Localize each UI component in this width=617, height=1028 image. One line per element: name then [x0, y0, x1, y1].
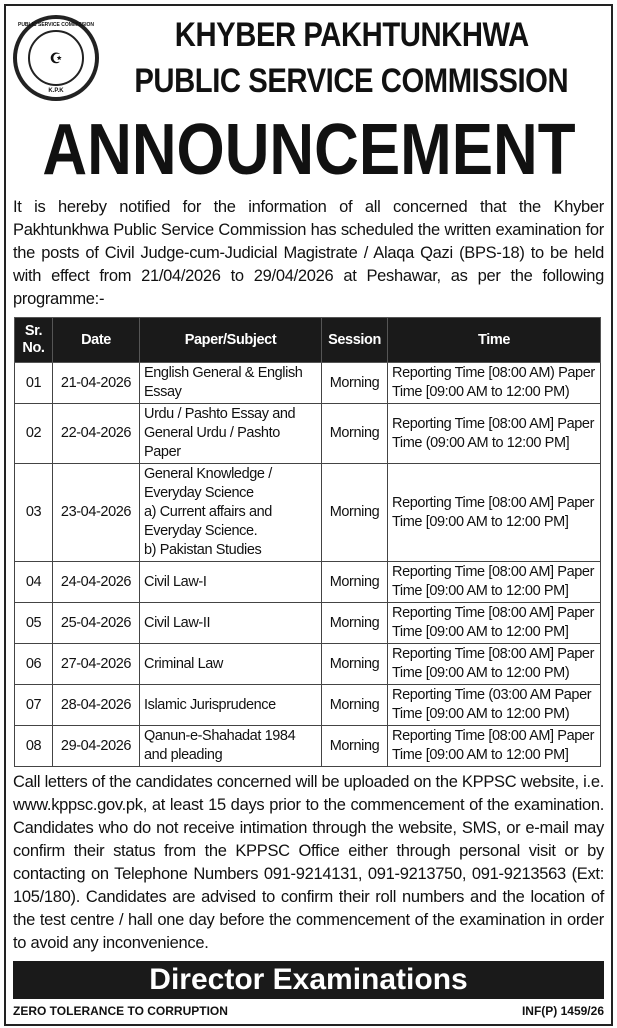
cell-sr: 08	[15, 726, 53, 767]
intro-paragraph: It is hereby notified for the information of all concerned that the Khyber Pakhtunkhwa Public Service Commission has scheduled the written examination for the posts of Civil Judge-cum-Judicial Magistrate / Alaqa Qazi (BPS-18) to be held with effect from 21/04/2026 to 29/04/2026 at Peshawar, as per the following programme:-	[13, 198, 604, 308]
cell-date: 28-04-2026	[53, 685, 140, 726]
col-header-session: Session	[322, 318, 388, 363]
cell-date: 29-04-2026	[53, 726, 140, 767]
col-header-date: Date	[53, 318, 140, 363]
cell-paper: Qanun-e-Shahadat 1984 and pleading	[140, 726, 322, 767]
org-title-line2: PUBLIC SERVICE COMMISSION	[134, 61, 569, 100]
announcement-heading: ANNOUNCEMENT	[41, 110, 576, 190]
org-title	[99, 12, 604, 104]
cell-sr: 01	[15, 363, 53, 404]
cell-date: 22-04-2026	[53, 404, 140, 464]
cell-sr: 03	[15, 464, 53, 562]
ad-reference: INF(P) 1459/26	[521, 1004, 604, 1018]
cell-time: Reporting Time [08:00 AM] Paper Time [09:00 AM to 12:00 PM]	[388, 562, 601, 603]
footer-bar	[13, 1004, 604, 1018]
instructions-paragraph: Call letters of the candidates concerned will be uploaded on the KPPSC website, i.e. www.kppsc.gov.pk, at least 15 days prior to the commencement of the examination. Candidates who do not receive intimation through the website, SMS, or e-mail may confirm their status from the KPPSC Office either through personal visit or by contacting on Telephone Numbers 091-9214131, 091-9213750, 091-9213563 (Ext: 105/180). Candidates are advised to confirm their roll numbers and the location of the test centre / hall one day before the commencement of the examination in order to avoid any inconvenience.	[13, 773, 604, 952]
table-row	[15, 363, 601, 404]
logo-emblem-icon: ☪	[28, 30, 84, 86]
cell-paper: Civil Law-I	[140, 562, 322, 603]
cell-date: 25-04-2026	[53, 603, 140, 644]
cell-sr: 02	[15, 404, 53, 464]
cell-session: Morning	[322, 726, 388, 767]
cell-paper: General Knowledge / Everyday Science a) Current affairs and Everyday Science. b) Pakistan Studies	[140, 464, 322, 562]
cell-time: Reporting Time [08:00 AM] Paper Time [09:00 AM to 12:00 PM]	[388, 603, 601, 644]
table-row	[15, 644, 601, 685]
logo-text: PUBLIC SERVICE COMMISSION	[17, 22, 95, 28]
col-header-paper: Paper/Subject	[140, 318, 322, 363]
cell-session: Morning	[322, 562, 388, 603]
kppsc-logo	[13, 15, 99, 101]
table-row	[15, 464, 601, 562]
ad-border	[4, 4, 613, 1026]
slogan: ZERO TOLERANCE TO CORRUPTION	[13, 1004, 228, 1018]
cell-time: Reporting Time (03:00 AM Paper Time [09:00 AM to 12:00 PM)	[388, 685, 601, 726]
header	[13, 10, 604, 106]
logo-sub: K.P.K	[48, 88, 64, 94]
table-row	[15, 685, 601, 726]
col-header-time: Time	[388, 318, 601, 363]
cell-session: Morning	[322, 685, 388, 726]
cell-sr: 07	[15, 685, 53, 726]
cell-paper: Islamic Jurisprudence	[140, 685, 322, 726]
cell-time: Reporting Time [08:00 AM) Paper Time [09:00 AM to 12:00 PM)	[388, 363, 601, 404]
cell-session: Morning	[322, 464, 388, 562]
cell-sr: 05	[15, 603, 53, 644]
cell-session: Morning	[322, 644, 388, 685]
table-row	[15, 404, 601, 464]
cell-paper: Civil Law-II	[140, 603, 322, 644]
cell-sr: 04	[15, 562, 53, 603]
cell-session: Morning	[322, 603, 388, 644]
cell-date: 21-04-2026	[53, 363, 140, 404]
cell-date: 23-04-2026	[53, 464, 140, 562]
cell-time: Reporting Time [08:00 AM] Paper Time [09:00 AM to 12:00 PM)	[388, 644, 601, 685]
cell-time: Reporting Time [08:00 AM] Paper Time [09:00 AM to 12:00 PM]	[388, 464, 601, 562]
exam-schedule-table	[14, 317, 601, 767]
table-row	[15, 726, 601, 767]
cell-sr: 06	[15, 644, 53, 685]
cell-time: Reporting Time [08:00 AM] Paper Time [09:00 AM to 12:00 PM]	[388, 726, 601, 767]
cell-time: Reporting Time [08:00 AM] Paper Time (09:00 AM to 12:00 PM]	[388, 404, 601, 464]
cell-date: 27-04-2026	[53, 644, 140, 685]
cell-date: 24-04-2026	[53, 562, 140, 603]
cell-paper: Urdu / Pashto Essay and General Urdu / Pashto Paper	[140, 404, 322, 464]
signatory: Director Examinations	[13, 961, 604, 999]
table-row	[15, 562, 601, 603]
cell-session: Morning	[322, 363, 388, 404]
cell-session: Morning	[322, 404, 388, 464]
table-row	[15, 603, 601, 644]
org-title-line1: KHYBER PAKHTUNKHWA	[174, 15, 529, 54]
cell-paper: English General & English Essay	[140, 363, 322, 404]
cell-paper: Criminal Law	[140, 644, 322, 685]
col-header-sr: Sr. No.	[15, 318, 53, 363]
